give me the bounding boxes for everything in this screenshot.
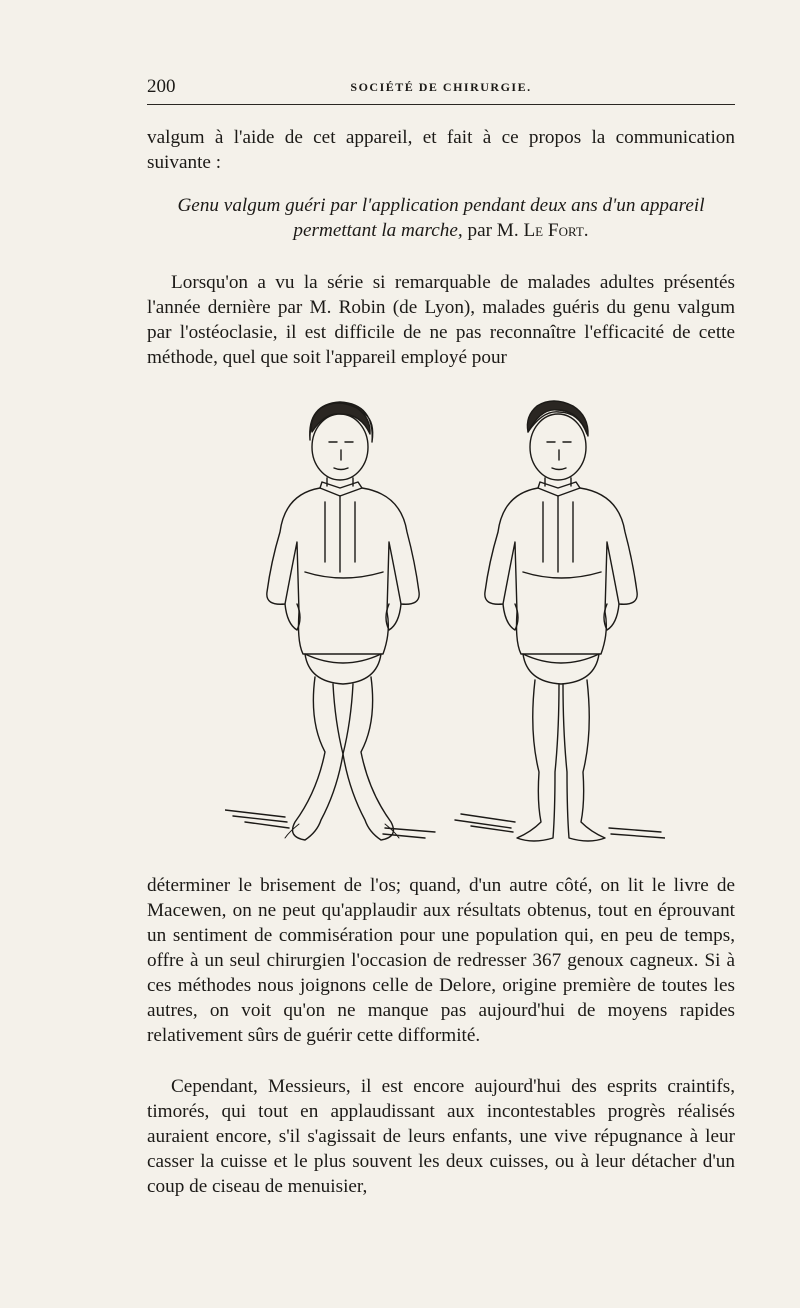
paragraph-3: Cependant, Messieurs, il est encore aujourd'hui des esprits craintifs, timorés, qui tout en applaudissant aux incontestables progrès réalisés auraient encore, s'il s'agissait de leurs enfants, une vive répugnance à leur casser la cuisse et le plus souvent les deux cuisses, ou à leur détacher d'un coup de ciseau de menuisier, xyxy=(147,1076,735,1197)
figure-left-boy xyxy=(225,402,435,840)
article-title xyxy=(147,193,735,243)
page-header xyxy=(147,76,735,100)
intro-paragraph: valgum à l'aide de cet appareil, et fait à ce propos la communication suivante : xyxy=(147,127,735,173)
page-number: 200 xyxy=(147,76,176,97)
figure-engraving xyxy=(225,392,665,852)
paragraph-2: déterminer le brisement de l'os; quand, d'un autre côté, on lit le livre de Macewen, on ne peut qu'applaudir aux résultats obtenus, tout en éprouvant un sentiment de commisération pour une population qui, en peu de temps, offre à un seul chirurgien l'occasion de redresser 367 genoux cagneux. Si à ces méthodes nous joignons celle de Delore, origine première de toutes les autres, on voit qu'on ne manque pas aujourd'hui de moyens rapides relativement sûrs de guérir cette difformité. xyxy=(147,875,735,1046)
paragraph-1: Lorsqu'on a vu la série si remarquable de malades adultes présentés l'année dernière par M. Robin (de Lyon), malades guéris du genu valgum par l'ostéoclasie, il est difficile de ne pas reconnaître l'efficacité de cette méthode, quel que soit l'appareil employé pour xyxy=(147,272,735,368)
engraving-two-boys xyxy=(225,392,665,852)
article-author: Le Fort. xyxy=(523,220,589,241)
figure-right-boy xyxy=(455,401,665,841)
header-rule xyxy=(147,104,735,105)
running-title: SOCIÉTÉ DE CHIRURGIE. xyxy=(350,80,532,94)
article-title-by: par M. xyxy=(462,220,524,241)
article-title-italic: Genu valgum guéri par l'application pendant deux ans d'un appareil permettant la marche, xyxy=(177,195,705,241)
